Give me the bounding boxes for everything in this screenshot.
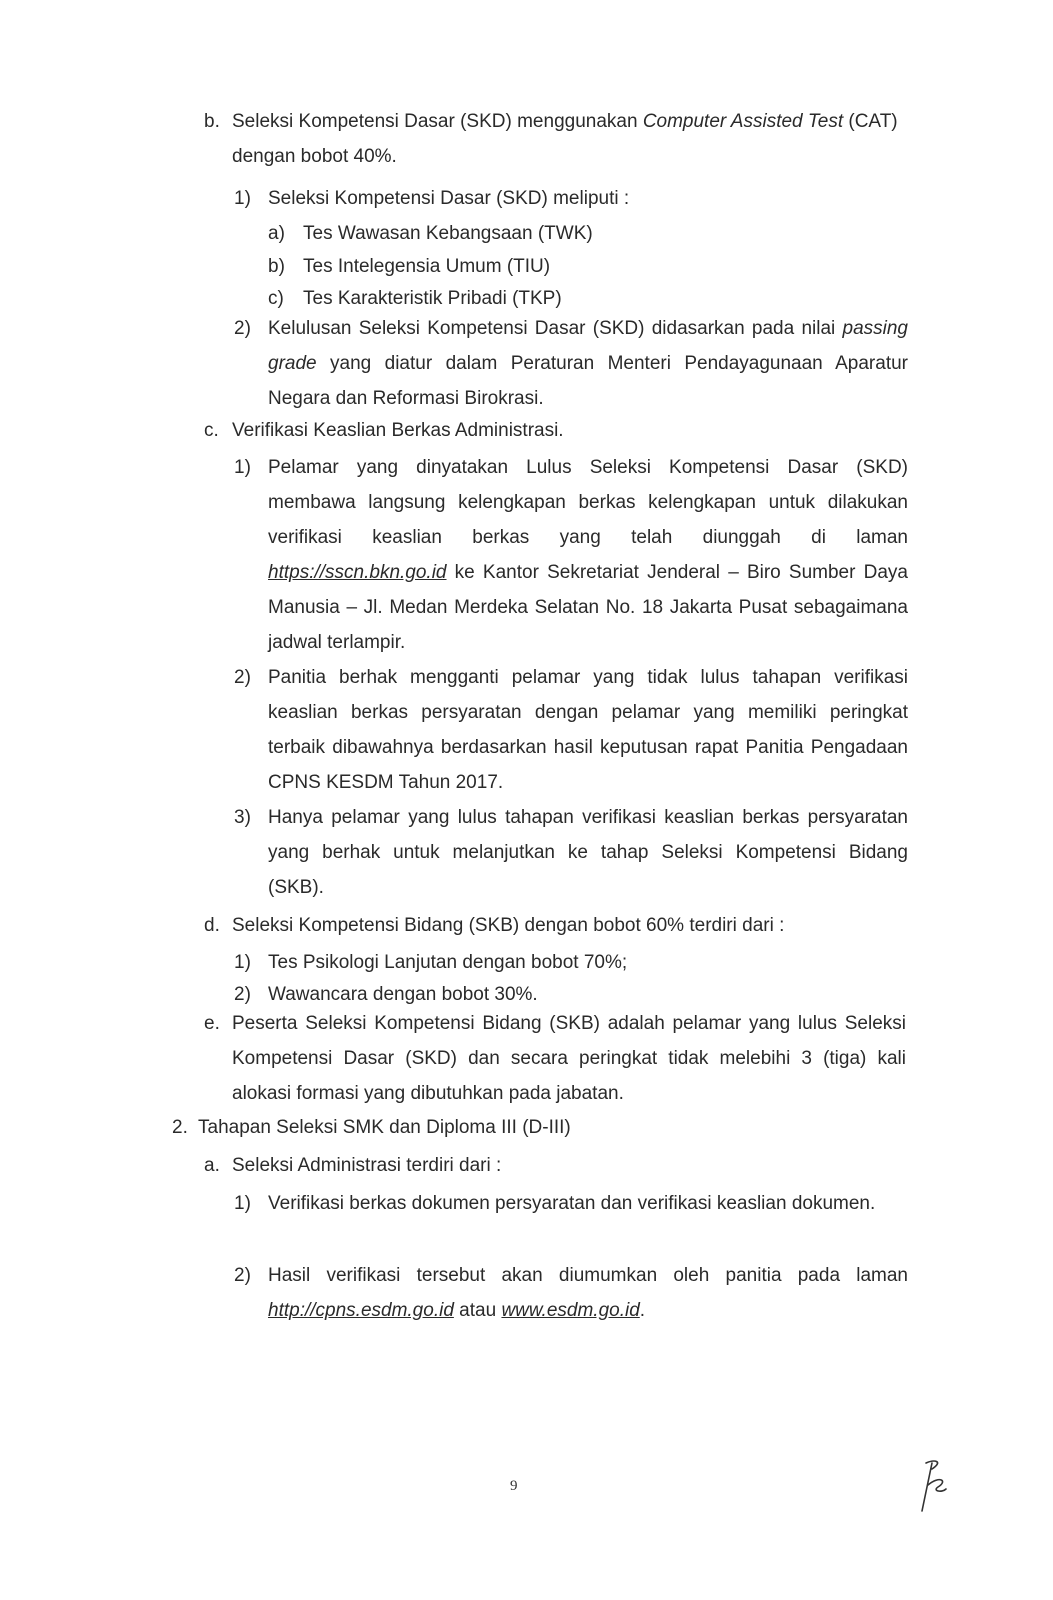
esdm-link[interactable]: www.esdm.go.id — [501, 1300, 640, 1321]
item-b-2-text-em: passing grade — [268, 318, 908, 374]
item-c-2 — [234, 660, 908, 800]
page-number: 9 — [510, 1478, 518, 1494]
item-b-1-c-label: c) — [268, 288, 284, 309]
section-2-a-1 — [234, 1186, 908, 1221]
item-d-1 — [234, 945, 908, 980]
item-d — [204, 908, 906, 943]
section-2-a-2-text-mid: atau — [453, 1300, 502, 1321]
item-d-label: d. — [204, 915, 220, 936]
item-c-1-text-post: ke Kantor Sekretariat Jenderal – Biro Sumber Daya Manusia – Jl. Medan Merdeka Selatan No. 18 Jakarta Pusat sebagaimana jadwal terlampir. — [268, 562, 908, 653]
section-2-a-2-text-post: . — [639, 1300, 646, 1321]
item-b-1-text: Seleksi Kompetensi Dasar (SKD) meliputi : — [268, 188, 630, 209]
item-b-text-em: Computer Assisted Test — [642, 111, 844, 132]
item-b-2-text-pre: Kelulusan Seleksi Kompetensi Dasar (SKD) didasarkan pada nilai — [268, 318, 843, 339]
section-2-a-text: Seleksi Administrasi terdiri dari : — [232, 1155, 502, 1176]
item-d-text: Seleksi Kompetensi Bidang (SKB) dengan bobot 60% terdiri dari : — [232, 915, 785, 936]
item-b-1 — [234, 181, 908, 216]
item-c-1 — [234, 450, 908, 660]
item-b-2-label: 2) — [234, 318, 251, 339]
handwritten-initial-signature — [918, 1455, 958, 1515]
item-e — [204, 1006, 906, 1111]
item-c-1-text-pre: Pelamar yang dinyatakan Lulus Seleksi Kompetensi Dasar (SKD) membawa langsung kelengkapan berkas kelengkapan untuk dilakukan verifikasi keaslian berkas yang telah diunggah di laman — [268, 457, 908, 548]
section-2-a-2-text-pre: Hasil verifikasi tersebut akan diumumkan oleh panitia pada laman — [268, 1265, 908, 1286]
item-c-label: c. — [204, 420, 219, 441]
section-2-label: 2. — [172, 1117, 188, 1138]
item-b-1-label: 1) — [234, 188, 251, 209]
item-e-text: Peserta Seleksi Kompetensi Bidang (SKB) adalah pelamar yang lulus Seleksi Kompetensi Dasar (SKD) dan secara peringkat tidak melebihi 3 (tiga) kali alokasi formasi yang dibutuhkan pada jabatan. — [232, 1013, 906, 1104]
item-b-1-b-text: Tes Intelegensia Umum (TIU) — [303, 256, 551, 277]
item-c-3-label: 3) — [234, 807, 251, 828]
item-b-1-a-text: Tes Wawasan Kebangsaan (TWK) — [303, 223, 593, 244]
section-2-text: Tahapan Seleksi SMK dan Diploma III (D-III) — [198, 1117, 571, 1138]
item-c-2-text: Panitia berhak mengganti pelamar yang tidak lulus tahapan verifikasi keaslian berkas persyaratan dengan pelamar yang memiliki peringkat terbaik dibawahnya berdasarkan hasil keputusan rapat Panitia Pengadaan CPNS KESDM Tahun 2017. — [268, 667, 908, 793]
item-b-1-b-label: b) — [268, 256, 285, 277]
item-d-2-label: 2) — [234, 984, 251, 1005]
item-c-2-label: 2) — [234, 667, 251, 688]
section-2-a-2-label: 2) — [234, 1265, 251, 1286]
sscn-link[interactable]: https://sscn.bkn.go.id — [268, 562, 447, 583]
section-2-a — [204, 1148, 906, 1183]
section-2-a-1-text: Verifikasi berkas dokumen persyaratan dan verifikasi keaslian dokumen. — [268, 1193, 876, 1214]
item-c-3 — [234, 800, 908, 905]
section-2-a-2 — [234, 1258, 908, 1328]
item-b-text-pre: Seleksi Kompetensi Dasar (SKD) menggunakan — [232, 111, 643, 132]
item-b — [204, 104, 906, 174]
item-b-1-a — [268, 216, 903, 251]
item-b-label: b. — [204, 111, 220, 132]
item-c — [204, 413, 906, 448]
item-e-label: e. — [204, 1013, 220, 1034]
item-c-text: Verifikasi Keaslian Berkas Administrasi. — [232, 420, 564, 441]
cpns-esdm-link[interactable]: http://cpns.esdm.go.id — [268, 1300, 454, 1321]
item-c-1-label: 1) — [234, 457, 251, 478]
section-2 — [172, 1110, 906, 1145]
item-d-1-text: Tes Psikologi Lanjutan dengan bobot 70%; — [268, 952, 628, 973]
item-b-2 — [234, 311, 908, 416]
item-b-1-b — [268, 249, 903, 284]
item-d-1-label: 1) — [234, 952, 251, 973]
item-c-3-text: Hanya pelamar yang lulus tahapan verifikasi keaslian berkas persyaratan yang berhak untuk melanjutkan ke tahap Seleksi Kompetensi Bidang (SKB). — [268, 807, 908, 898]
item-d-2-text: Wawancara dengan bobot 30%. — [268, 984, 538, 1005]
section-2-a-1-label: 1) — [234, 1193, 251, 1214]
section-2-a-label: a. — [204, 1155, 220, 1176]
item-b-text-post: (CAT) dengan bobot 40%. — [232, 111, 898, 167]
item-b-2-text-post: yang diatur dalam Peraturan Menteri Pendayagunaan Aparatur Negara dan Reformasi Birokrasi. — [268, 353, 908, 409]
item-b-1-c-text: Tes Karakteristik Pribadi (TKP) — [303, 288, 562, 309]
item-b-1-a-label: a) — [268, 223, 285, 244]
